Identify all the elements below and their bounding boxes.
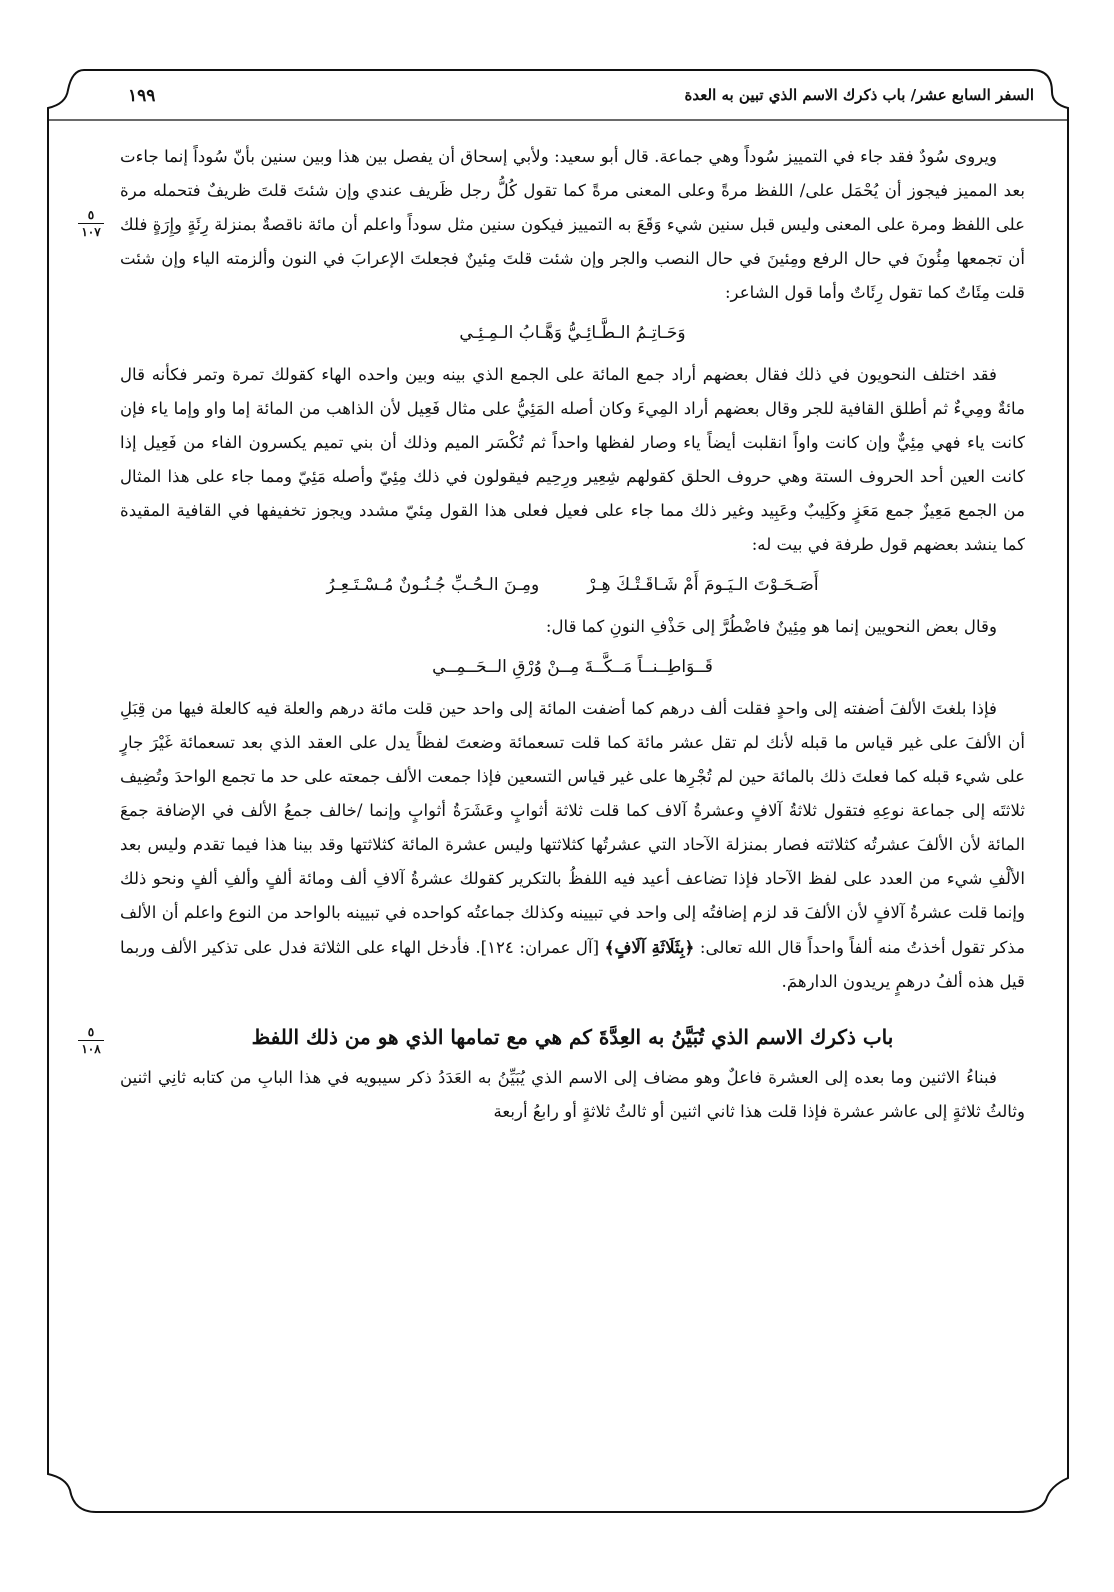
running-header-title: السفر السابع عشر/ باب ذكرك الاسم الذي تبين به العدة bbox=[684, 86, 1034, 104]
margin-reference-2-bottom: ١٠٨ bbox=[81, 1042, 101, 1056]
margin-reference-2-top: ٥ bbox=[87, 1025, 95, 1039]
paragraph-4 bbox=[120, 692, 1025, 999]
verse-2 bbox=[120, 568, 1025, 602]
verse-2-first-hemistich: أَصَـحَـوْتَ الـيَـومَ أَمْ شَـاقَـتْـكَ هِـرْ bbox=[587, 575, 819, 595]
verse-3: قَــوَاطِــنــاً مَــكَّــةَ مِــنْ وُرْقِ الــحَــمِــي bbox=[432, 657, 713, 677]
margin-reference-2-bar bbox=[78, 1040, 104, 1041]
paragraph-4-part-1: فإذا بلغتَ الألفَ أضفته إلى واحدٍ فقلت ألف درهم كما أضفت المائة إلى واحد حين قلت مائة درهم والعلة فيه كالعلة فيها من قِبَلِ أن الألفَ على غير قياس ما قبله لأنك لم تقل عشر مائة كما قلت تسعمائة وضعتَ لفظاً يدل على العقد الذي بعد تسعمائة غَيْرَ جارٍ على شيء قبله كما فعلتَ ذلك بالمائة حين لم تُجْرِها على غير قياس التسعين فإذا جمعت الألف جمعته على حد ما تجمع الواحدَ وتُضِيف ثلاثتَه إلى جماعة نوعِهِ فتقول ثلاثةُ آلافٍ وعشرةُ آلاف كما قلت ثلاثة أثوابٍ وعَشَرَةُ أثوابٍ وإنما /خالف جمعُ الألف في الإضافة جمعَ المائة لأن الألفَ عشرتُه كثلاثته فصار بمنزلة الآحاد التي عشرتُها كثلاثتها وليس عشرة المائة كثلاثتها وقد بينا هذا فيما تقدم وليس بعد الألْفِ شيء من العدد على لفظ الآحاد فإذا تضاعف أعيد فيه اللفظُ بالتكرير كقولك عشرةُ آلافِ ألف ومائة ألفٍ وألفِ ألفٍ ونحو ذلك وإنما قلت عشرةُ آلافٍ لأن الألفَ قد لزم إضافتُه إلى واحد في تبيينه وكذلك جماعتُه كواحده في تبيينه بالواحد من النوع واعلم أن الألف مذكر تقول أخذتُ منه ألفاً واحداً قال الله تعالى: bbox=[120, 699, 1025, 957]
paragraph-4-part-2: [آل عمران: ١٢٤]. فأدخل الهاء على الثلاثة فدل على تذكير الألف وربما قيل هذه ألفُ درهمٍ يريدون الدارهمَ. bbox=[120, 938, 1025, 991]
margin-reference-1-top: ٥ bbox=[87, 208, 95, 222]
verse-2-second-hemistich: ومِـنَ الـحُـبِّ جُـنُـونٌ مُـسْـتَـعِـرُ bbox=[326, 575, 540, 595]
margin-reference-1-bar bbox=[78, 223, 104, 224]
margin-reference-1 bbox=[76, 208, 106, 239]
paragraph-2: فقد اختلف النحويون في ذلك فقال بعضهم أراد جمع المائة على الجمع الذي بينه وبين واحده الهاء كقولك تمرة وتمر فكأنه قال مائةٌ ومِيءٌ ثم أطلق القافية للجر وقال بعضهم أراد المِيءَ وكان أصله المَئِيُّ على مثال فَعِيل لأن الذاهب من المائة إما واو وإما ياء فإن كانت ياء فهي مِئِيٌّ وإن كانت واواً انقلبت أيضاً ياء وصار لفظها واحداً ثم تُكْسَر الميم وذلك أن بني تميم يكسرون الفاء من فَعِيل إذا كانت العين أحد الحروف الستة وهي حروف الحلق كقولهم شِعِير ورِحِيم فيقولون في ذلك مِئِيّ وأصله مَئِيّ ومما جاء على هذا المثال من الجمع مَعِيزٌ جمع مَعَزٍ وكَلِيبٌ وعَبِيد وغير ذلك مما جاء على فعيل فعلى هذا القول مِئيّ مشدد ويجوز تخفيفها في القافية المقيدة كما ينشد بعضهم قول طرفة في بيت له: bbox=[120, 365, 1025, 554]
quran-quote: ﴿بِثَلَاثَةِ آلَافٍ﴾ bbox=[604, 937, 695, 957]
margin-reference-1-bottom: ١٠٧ bbox=[81, 225, 101, 239]
page-number: ١٩٩ bbox=[128, 86, 156, 106]
chapter-heading: باب ذكرك الاسم الذي تُبَيَّنُ به العِدَّةَ كم هي مع تمامها الذي هو من ذلك اللفظ bbox=[251, 1025, 894, 1049]
paragraph-3: وقال بعض النحويين إنما هو مِئِينٌ فاضْطُرَّ إلى حَذْفِ النونِ كما قال: bbox=[545, 617, 997, 636]
margin-reference-2 bbox=[76, 1025, 106, 1056]
verse-1: وَحَـاتِـمُ الـطَّـائِـيُّ وَهَّـابُ الـمِـئِـي bbox=[459, 323, 686, 343]
paragraph-1: ويروى سُودٌ فقد جاء في التمييز سُوداً وهي جماعة. قال أبو سعيد: ولأبي إسحاق أن يفصل بين هذا وبين سنين بأنّ سُوداً إنما جاءت بعد المميز فيجوز أن يُحْمَل على/ اللفظ مرةً وعلى المعنى مرةً كما تقول كُلُّ رجل ظَريف عندي وإن شئتَ قلتَ ظريفٌ فتحمله مرة على اللفظ ومرة على المعنى وليس قبل سنين شيء وَقَعَ به التمييز فيكون سنين مثل سوداً واعلم أن مائة ناقصةٌ بمنزلة رِئَةٍ وإِرَةٍ فلك أن تجمعها مِئُونَ في حال الرفع ومِئينَ في حال النصب والجر وإن شئت قلتَ مِئينٌ فجعلتَ الإعرابَ في النون وألزمته الياء وإن شئت قلت مِئَاتٌ كما تقول رِئَاتٌ وأما قول الشاعر: bbox=[120, 147, 1025, 302]
page-body bbox=[120, 140, 1025, 1520]
paragraph-5: فبناءُ الاثنين وما بعده إلى العشرة فاعلٌ وهو مضاف إلى الاسم الذي يُبَيِّنُ به العَدَدُ ذكر سيبويه في هذا البابِ من كتابه ثانِي اثنين وثالثُ ثلاثةٍ إلى عاشر عشرة فإذا قلت هذا ثاني اثنين أو ثالثُ ثلاثةٍ أو رابعُ أربعة bbox=[120, 1068, 1025, 1121]
